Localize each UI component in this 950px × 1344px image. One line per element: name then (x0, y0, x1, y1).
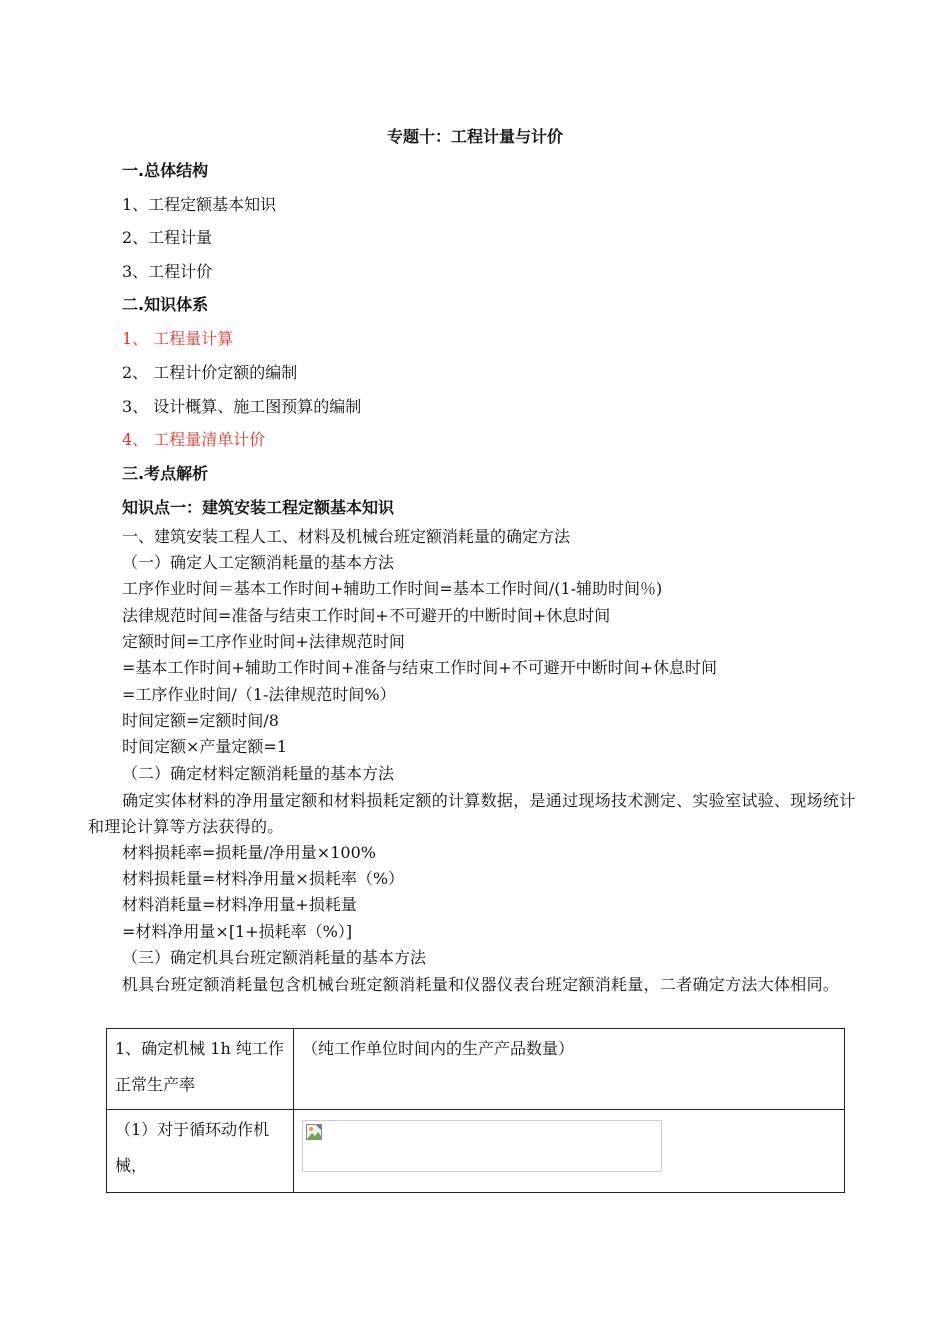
body-line: 一、建筑安装工程人工、材料及机械台班定额消耗量的确定方法 (122, 527, 571, 546)
formula-line: 材料损耗量=材料净用量×损耗率（%） (122, 869, 405, 888)
table-row (107, 1029, 845, 1110)
section-heading-knowledge: 二.知识体系 (122, 295, 209, 314)
formula-line: 工序作业时间＝基本工作时间+辅助工作时间=基本工作时间/(1-辅助时间％) (122, 579, 663, 598)
body-line: （一）确定人工定额消耗量的基本方法 (122, 553, 395, 572)
table-cell-image (294, 1110, 845, 1193)
formula-line: 定额时间=工序作业时间+法律规范时间 (122, 632, 405, 651)
table-cell: 1、确定机械 1h 纯工作正常生产率 (107, 1029, 294, 1110)
structure-item: 1、工程定额基本知识 (122, 195, 277, 214)
formula-line: 材料消耗量=材料净用量+损耗量 (122, 895, 357, 914)
formula-line: 材料损耗率=损耗量/净用量×100% (122, 843, 376, 862)
broken-image-icon (306, 1124, 322, 1140)
formula-line: 时间定额=定额时间/8 (122, 711, 279, 730)
table-cell: （纯工作单位时间内的生产产品数量） (294, 1029, 845, 1110)
knowledge-item-highlighted: 4、 工程量清单计价 (122, 430, 266, 449)
formula-line: =材料净用量×[1+损耗率（%）] (122, 922, 353, 941)
section-heading-structure: 一.总体结构 (122, 161, 209, 180)
body-paragraph: 机具台班定额消耗量包含机械台班定额消耗量和仪器仪表台班定额消耗量，二者确定方法大体相同。 (122, 975, 840, 994)
knowledge-item-highlighted: 1、 工程量计算 (122, 329, 234, 348)
body-paragraph: 确定实体材料的净用量定额和材料损耗定额的计算数据，是通过现场技术测定、实验室试验、现场统计和理论计算等方法获得的。 (88, 791, 856, 836)
machine-productivity-table (106, 1028, 845, 1193)
formula-line: 法律规范时间=准备与结束工作时间+不可避开的中断时间+休息时间 (122, 606, 611, 625)
knowledge-item: 2、 工程计价定额的编制 (122, 363, 298, 382)
table-cell: （1）对于循环动作机械， (107, 1110, 294, 1193)
document-title: 专题十：工程计量与计价 (386, 127, 563, 146)
body-line: （二）确定材料定额消耗量的基本方法 (122, 764, 395, 783)
table-row (107, 1110, 845, 1193)
section-heading-analysis: 三.考点解析 (122, 464, 209, 483)
formula-image-placeholder (302, 1120, 662, 1172)
formula-line: 时间定额×产量定额=1 (122, 737, 287, 756)
structure-item: 2、工程计量 (122, 228, 213, 247)
structure-item: 3、工程计价 (122, 262, 213, 281)
body-line: （三）确定机具台班定额消耗量的基本方法 (122, 948, 427, 967)
formula-line: =基本工作时间+辅助工作时间+准备与结束工作时间+不可避开中断时间+休息时间 (122, 658, 718, 677)
formula-line: =工序作业时间/（1-法律规范时间%） (122, 685, 396, 704)
knowledge-point-title: 知识点一：建筑安装工程定额基本知识 (122, 498, 395, 517)
knowledge-item: 3、 设计概算、施工图预算的编制 (122, 397, 362, 416)
